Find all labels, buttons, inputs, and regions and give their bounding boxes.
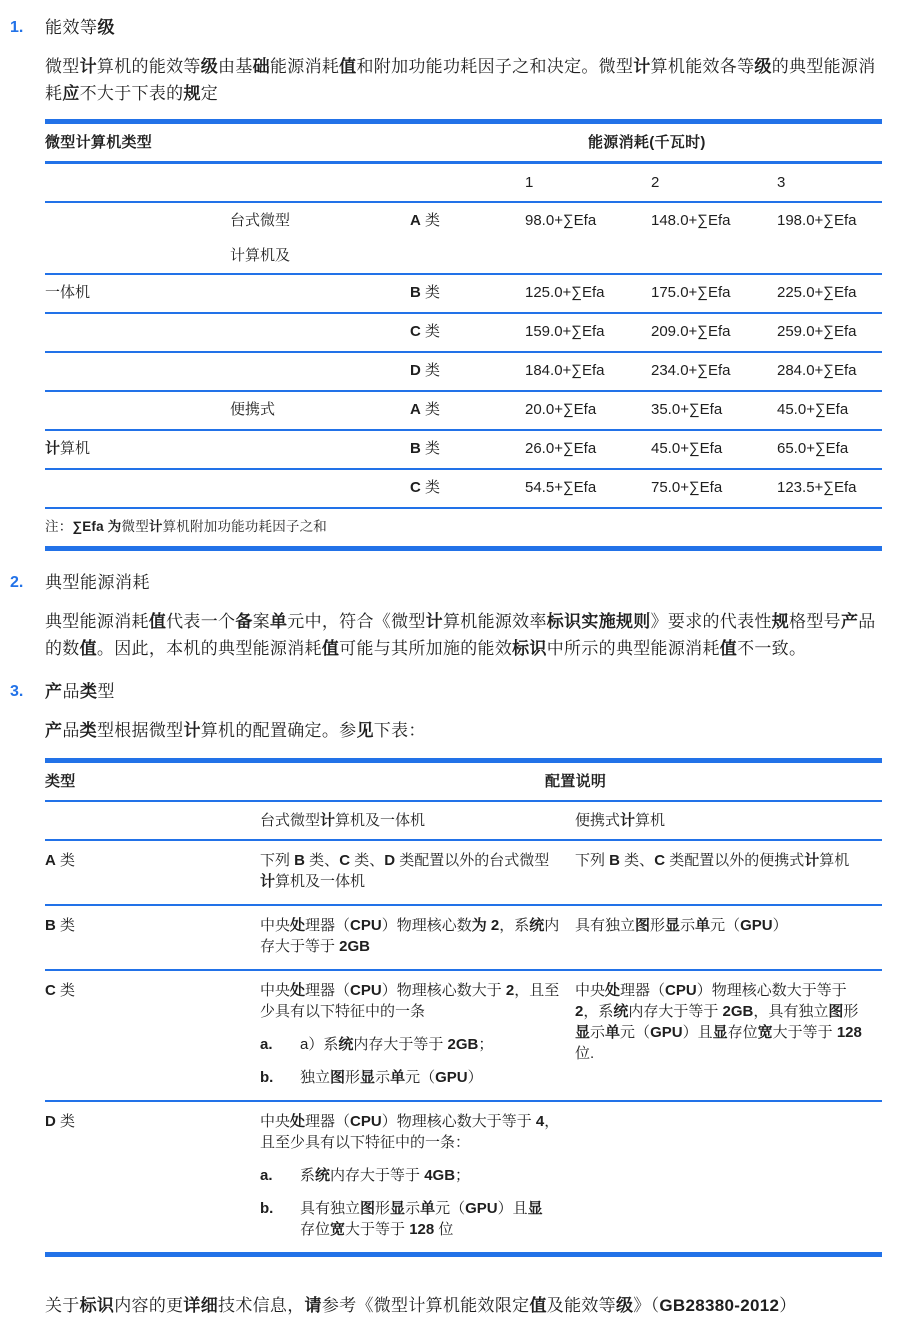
grade-2-label: 2 [651,174,660,191]
table-row [45,275,882,314]
table-row [45,353,882,392]
config-intro: 中央处理器（CPU）物理核心数大于 2，且至少具有以下特征中的一条 [260,982,560,1020]
list-marker: b. [260,1200,274,1217]
section-2-title: 典型能源消耗 [45,573,150,592]
table-row [45,314,882,353]
table-row [45,470,882,509]
value-cell: 54.5+∑Efa [525,479,597,496]
desktop-config-cell: 中央处理器（CPU）物理核心数为 2，系统内存大于等于 2GB [260,917,560,955]
class-cell: A 类 [45,852,76,869]
list-text: 具有独立图形显示单元（GPU）且显存位宽大于等于 128 位 [300,1200,543,1238]
value-cell: 284.0+∑Efa [777,362,857,379]
section-1-paragraph: 微型计算机的能效等级由基础能源消耗值和附加功能功耗因子之和决定。微型计算机能效各等级的典型能源消耗应不大于下表的规定 [45,57,876,103]
footer-reference: 关于标识内容的更详细技术信息，请参考《微型计算机能效限定值及能效等级》（GB28380-2012） [45,1296,797,1315]
section-2-number: 2. [10,574,24,591]
list-marker: a. [260,1036,273,1053]
energy-table [45,119,882,551]
value-cell: 175.0+∑Efa [651,284,731,301]
list-item [260,1198,563,1240]
value-cell: 123.5+∑Efa [777,479,857,496]
section-3-heading [10,680,882,704]
section-1-title: 能效等级 [45,18,115,37]
value-cell: 45.0+∑Efa [777,401,849,418]
value-cell: 98.0+∑Efa [525,212,597,229]
table-row-class-c [45,971,882,1102]
value-cell: 26.0+∑Efa [525,440,597,457]
config-table-subheader-row [45,802,882,841]
group-computer-label: 计算机 [45,440,91,457]
grade-3-label: 3 [777,174,786,191]
portable-config-cell: 中央处理器（CPU）物理核心数大于等于 2，系统内存大于等于 2GB，具有独立图形显示单元（GPU）且显存位宽大于等于 128 位. [575,982,862,1062]
group-desktop-label: 台式微型 计算机及 [230,212,291,264]
list-text: a）系统内存大于等于 2GB； [300,1036,494,1053]
desktop-config-cell [260,1111,575,1240]
list-text: 独立图形显示单元（GPU） [300,1069,483,1086]
subheader-desktop: 台式微型计算机及一体机 [260,812,426,829]
section-2-heading [10,571,882,595]
config-table [45,758,882,1257]
class-cell: A 类 [410,212,441,229]
value-cell: 65.0+∑Efa [777,440,849,457]
header-type: 类型 [45,773,76,790]
desktop-config-cell [260,980,575,1088]
class-cell: B 类 [410,284,441,301]
class-cell: D 类 [410,362,441,379]
section-3-title: 产品类型 [45,682,115,701]
value-cell: 75.0+∑Efa [651,479,723,496]
class-cell: B 类 [45,917,76,934]
table-row-class-a [45,841,882,906]
table-row [45,392,882,431]
list-item [260,1165,563,1186]
value-cell: 20.0+∑Efa [525,401,597,418]
list-marker: b. [260,1069,274,1086]
group-aio-label: 一体机 [45,284,91,301]
class-cell: C 类 [410,323,441,340]
list-item [260,1067,563,1088]
list-text: 系统内存大于等于 4GB； [300,1167,471,1184]
portable-config-cell: 下列 B 类、C 类配置以外的便携式计算机 [575,852,850,869]
value-cell: 45.0+∑Efa [651,440,723,457]
class-cell: D 类 [45,1113,76,1130]
value-cell: 35.0+∑Efa [651,401,723,418]
section-1-heading [10,16,882,40]
section-2-paragraph: 典型能源消耗值代表一个备案单元中，符合《微型计算机能源效率标识实施规则》要求的代表性规格型号产品的数值。因此，本机的典型能源消耗值可能与其所加施的能效标识中所示的典型能源消耗值不一致。 [45,612,876,658]
section-3-paragraph: 产品类型根据微型计算机的配置确定。参见下表： [45,721,426,740]
config-intro: 中央处理器（CPU）物理核心数大于等于 4，且至少具有以下特征中的一条： [260,1113,560,1151]
portable-config-cell: 具有独立图形显示单元（GPU） [575,917,788,934]
list-marker: a. [260,1167,273,1184]
group-portable-label: 便携式 [230,401,276,418]
class-cell: A 类 [410,401,441,418]
value-cell: 259.0+∑Efa [777,323,857,340]
table-row [45,431,882,470]
table-row-class-d [45,1102,882,1252]
grade-1-label: 1 [525,174,534,191]
value-cell: 225.0+∑Efa [777,284,857,301]
energy-table-grade-row [45,164,882,203]
class-cell: C 类 [45,982,76,999]
config-table-header-row [45,763,882,802]
value-cell: 184.0+∑Efa [525,362,605,379]
class-cell: C 类 [410,479,441,496]
header-machine-type: 微型计算机类型 [45,134,153,151]
class-cell: B 类 [410,440,441,457]
energy-table-header-row [45,124,882,164]
section-1-number: 1. [10,19,24,36]
table-row-class-b [45,906,882,971]
section-3-number: 3. [10,683,24,700]
value-cell: 148.0+∑Efa [651,212,731,229]
table-note: 注：∑Efa 为微型计算机附加功能功耗因子之和 [45,519,328,534]
header-config-description: 配置说明 [545,773,607,790]
value-cell: 234.0+∑Efa [651,362,731,379]
value-cell: 198.0+∑Efa [777,212,857,229]
value-cell: 159.0+∑Efa [525,323,605,340]
list-item [260,1034,563,1055]
header-energy-consumption: 能源消耗(千瓦时) [588,134,706,151]
value-cell: 209.0+∑Efa [651,323,731,340]
desktop-config-cell: 下列 B 类、C 类、D 类配置以外的台式微型计算机及一体机 [260,852,550,890]
subheader-portable: 便携式计算机 [575,812,666,829]
value-cell: 125.0+∑Efa [525,284,605,301]
table-row [45,203,882,275]
